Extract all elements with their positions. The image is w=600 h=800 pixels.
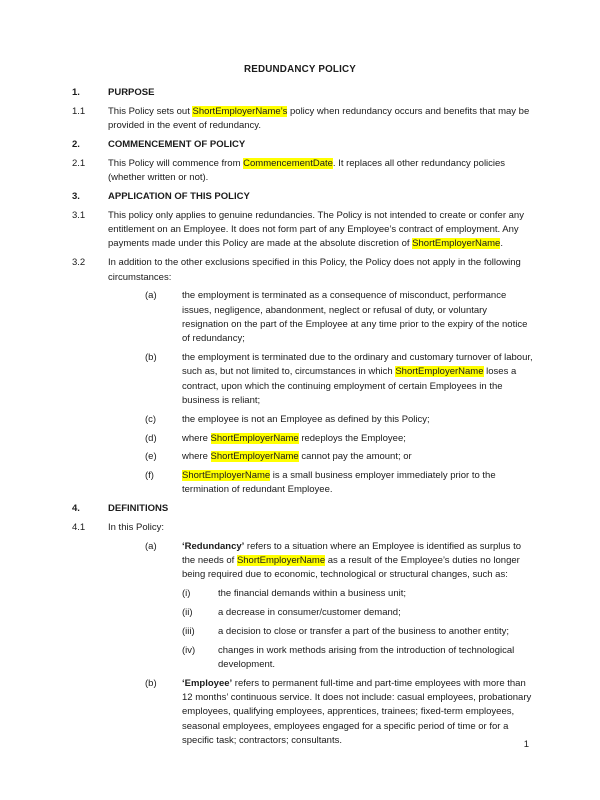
clause-number: (e) [145,451,157,463]
clause-text [108,521,534,535]
text-run: refers to permanent full-time and part-time employees with more than 12 months’ continuous service. It does not include: casual employees, probationary employees, qualifying employees, apprentices, trainees; fixed-term employees, seasonal employees, employees engaged for a specific period of time or for a specific task; contractors; consultants. [182,677,532,746]
clause [145,450,534,464]
text-run: where [182,451,211,463]
highlight-placeholder: CommencementDate [243,157,333,169]
clause-text [182,450,534,464]
clause-number: 4.1 [72,522,86,534]
highlight-placeholder: ShortEmployerName [210,432,299,444]
text-run: the employee is not an Employee as defined by this Policy; [182,413,430,425]
clause-text [218,644,534,673]
clause [182,625,534,639]
clause-number: (b) [145,677,157,689]
document-body [0,86,600,748]
clause-text [108,209,534,252]
document-title: REDUNDANCY POLICY [243,64,357,75]
clause [72,521,534,535]
clause [145,677,534,748]
defined-term: ‘Employee’ [182,677,233,689]
text-run: changes in work methods arising from the introduction of technological development. [218,644,515,670]
text-run: the employment is terminated due to the ordinary and customary turnover of labour, such as, but not limited to, circumstances in which [182,352,533,378]
clause-number: (iv) [182,644,196,656]
clause-number: 1.1 [72,106,86,118]
clause-text [218,606,534,620]
clause-number: 3. [72,191,80,203]
highlight-placeholder: ShortEmployerName [236,555,326,567]
text-run: DEFINITIONS [108,503,169,515]
clause-number: (a) [145,540,157,552]
clause-text [218,625,534,639]
section-heading [72,138,534,152]
text-run: the financial demands within a business unit; [218,588,407,600]
clause-number: (d) [145,432,157,444]
text-run: as a result of the Employee’s duties no longer being required due to economic, technological or structural changes, such as: [182,555,520,581]
highlight-placeholder: ShortEmployerName [182,470,271,482]
clause [182,587,534,601]
clause-number: 4. [72,503,80,515]
clause-number: (b) [145,352,157,364]
clause-number: (f) [145,470,154,482]
clause-text [182,351,534,408]
clause-number: 3.2 [72,257,86,269]
clause-text [182,540,534,583]
clause-text [182,289,534,346]
clause-text [108,86,534,100]
clause-number: 3.1 [72,209,86,221]
page-number: 1 [523,739,529,750]
clause-number: (a) [145,290,157,302]
clause-number: 1. [72,87,80,99]
text-run: the employment is terminated as a consequence of misconduct, performance issues, negligence, abandonment, neglect or refusal of duty, or voluntary resignation on the part of the Employee at any time prior to the expiry of the notice of redundancy; [182,290,528,345]
text-run: In addition to the other exclusions specified in this Policy, the Policy does not apply in the following circumstances: [108,257,521,283]
clause-text [182,432,534,446]
clause-number: 2. [72,139,80,151]
clause [72,256,534,285]
clause-text [108,502,534,516]
text-run: where [182,432,211,444]
clause-number: (i) [182,588,191,600]
clause-number: 2.1 [72,157,86,169]
text-run: cannot pay the amount; or [298,451,412,463]
clause [182,644,534,673]
clause-text [108,157,534,186]
clause [72,157,534,186]
clause-number: (c) [145,413,157,425]
section-heading [72,190,534,204]
clause-text [182,413,534,427]
clause-number: (iii) [182,625,195,637]
defined-term: ‘Redundancy’ [182,540,245,552]
text-run: . It replaces all other redundancy policies (whether written or not). [108,157,506,184]
highlight-placeholder: ShortEmployerName [210,451,299,463]
clause [145,540,534,583]
text-run: COMMENCEMENT OF POLICY [108,139,246,151]
clause [145,432,534,446]
text-run: APPLICATION OF THIS POLICY [108,191,250,203]
text-run: PURPOSE [108,87,155,99]
clause-text [108,105,534,134]
clause-text [182,469,534,498]
text-run: In this Policy: [108,522,164,534]
text-run: This policy only applies to genuine redundancies. The Policy is not intended to create or confer any entitlement on an Employee. It does not form part of any Employee’s contract of employment. Any payments made under this Policy are made at the absolute discretion of [108,209,524,250]
text-run: . [500,238,503,250]
clause [145,413,534,427]
text-run: loses a contract, upon which the continuing employment of certain Employees in the business is reliant; [182,366,517,406]
text-run: redeploys the Employee; [298,432,406,444]
clause [145,469,534,498]
text-run: This Policy sets out [108,106,193,118]
text-run: This Policy will commence from [108,157,244,169]
clause [72,209,534,252]
text-run: a decrease in consumer/customer demand; [218,607,401,618]
clause-text [182,677,534,748]
clause-number: (ii) [182,607,193,618]
clause [145,351,534,408]
clause [182,606,534,620]
highlight-placeholder: ShortEmployerName [395,366,484,378]
text-run: refers to a situation where an Employee is identified as surplus to the needs of [182,540,521,567]
clause-text [108,190,534,204]
section-heading [72,502,534,516]
clause [72,105,534,134]
text-run: a decision to close or transfer a part of the business to another entity; [218,625,509,637]
clause [145,289,534,346]
highlight-placeholder: ShortEmployerName’s [192,106,288,118]
text-run: is a small business employer immediately prior to the termination of redundant Employee. [182,470,496,496]
highlight-placeholder: ShortEmployerName [412,238,501,250]
section-heading [72,86,534,100]
text-run: policy when redundancy occurs and benefits that may be provided in the event of redundancy. [108,106,530,132]
clause-text [108,138,534,152]
clause-text [108,256,534,285]
clause-text [218,587,534,601]
